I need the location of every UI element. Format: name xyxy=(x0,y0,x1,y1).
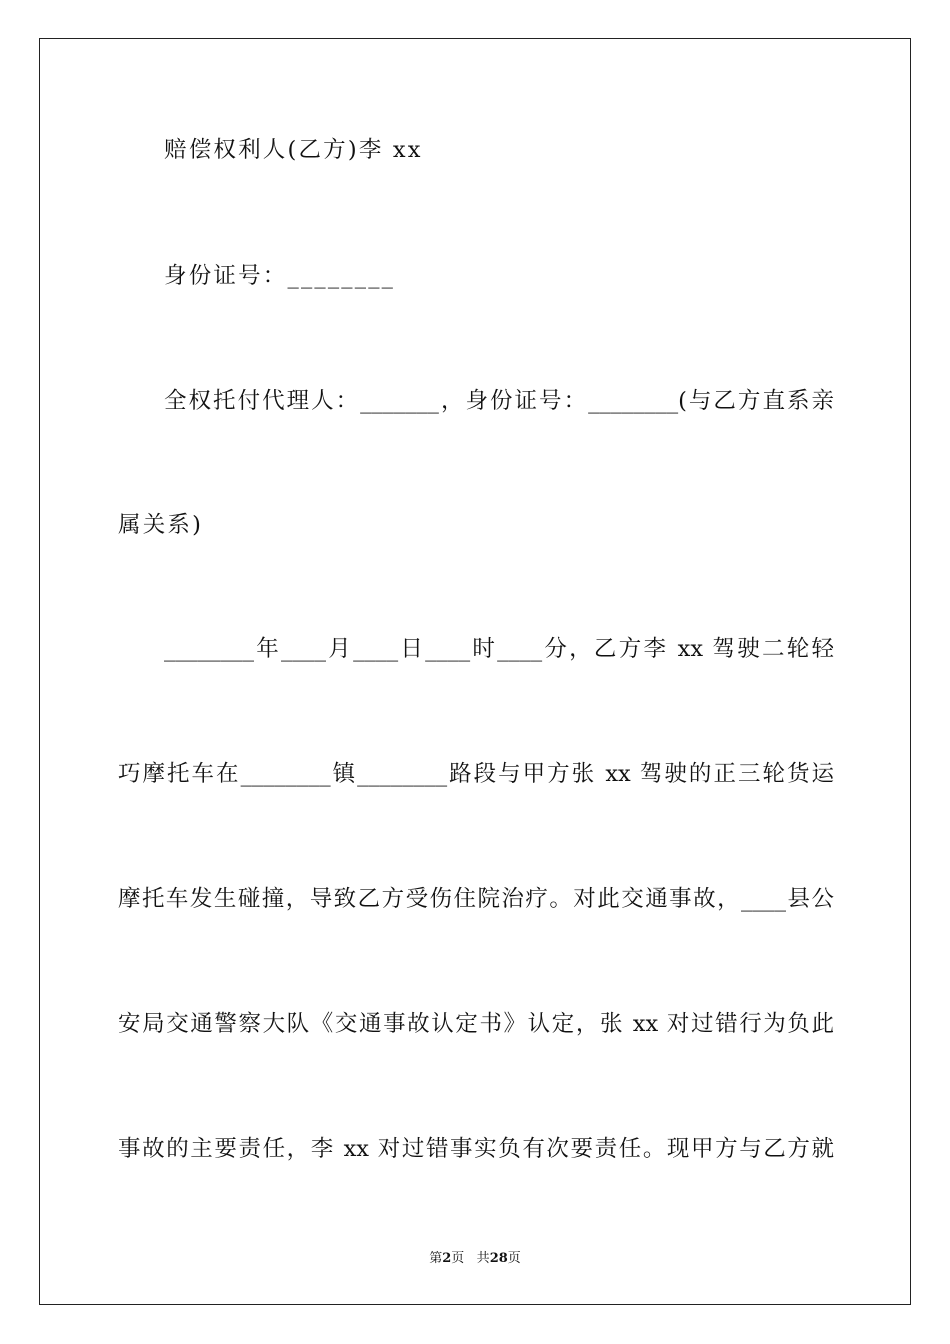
footer-page-suffix: 页 xyxy=(451,1251,465,1266)
paragraph-line-location: 巧摩托车在________镇________路段与甲方张 xx 驾驶的正三轮货运 xyxy=(118,761,834,787)
page-footer xyxy=(0,1247,950,1266)
footer-prefix: 第 xyxy=(429,1251,443,1266)
paragraph-line-date: ________年____月____日____时____分，乙方李 xx 驾驶二轮轻 xyxy=(164,636,834,662)
footer-total-pages: 28 xyxy=(489,1251,508,1266)
page-border xyxy=(39,38,911,1305)
footer-page-number: 2 xyxy=(442,1251,452,1266)
footer-total-prefix: 共 xyxy=(476,1251,490,1266)
paragraph-line-police: 安局交通警察大队《交通事故认定书》认定，张 xx 对过错行为负此 xyxy=(118,1011,834,1037)
paragraph-line-claimant: 赔偿权利人(乙方)李 xx xyxy=(164,137,423,163)
paragraph-line-responsibility: 事故的主要责任，李 xx 对过错事实负有次要责任。现甲方与乙方就 xyxy=(118,1136,834,1162)
paragraph-line-id-number: 身份证号：________ xyxy=(164,263,396,289)
paragraph-line-agent: 全权托付代理人：_______，身份证号：________(与乙方直系亲 xyxy=(164,388,834,414)
footer-total-suffix: 页 xyxy=(507,1251,521,1266)
paragraph-line-relationship: 属关系) xyxy=(118,512,204,538)
paragraph-line-collision: 摩托车发生碰撞，导致乙方受伤住院治疗。对此交通事故，____县公 xyxy=(118,886,834,912)
